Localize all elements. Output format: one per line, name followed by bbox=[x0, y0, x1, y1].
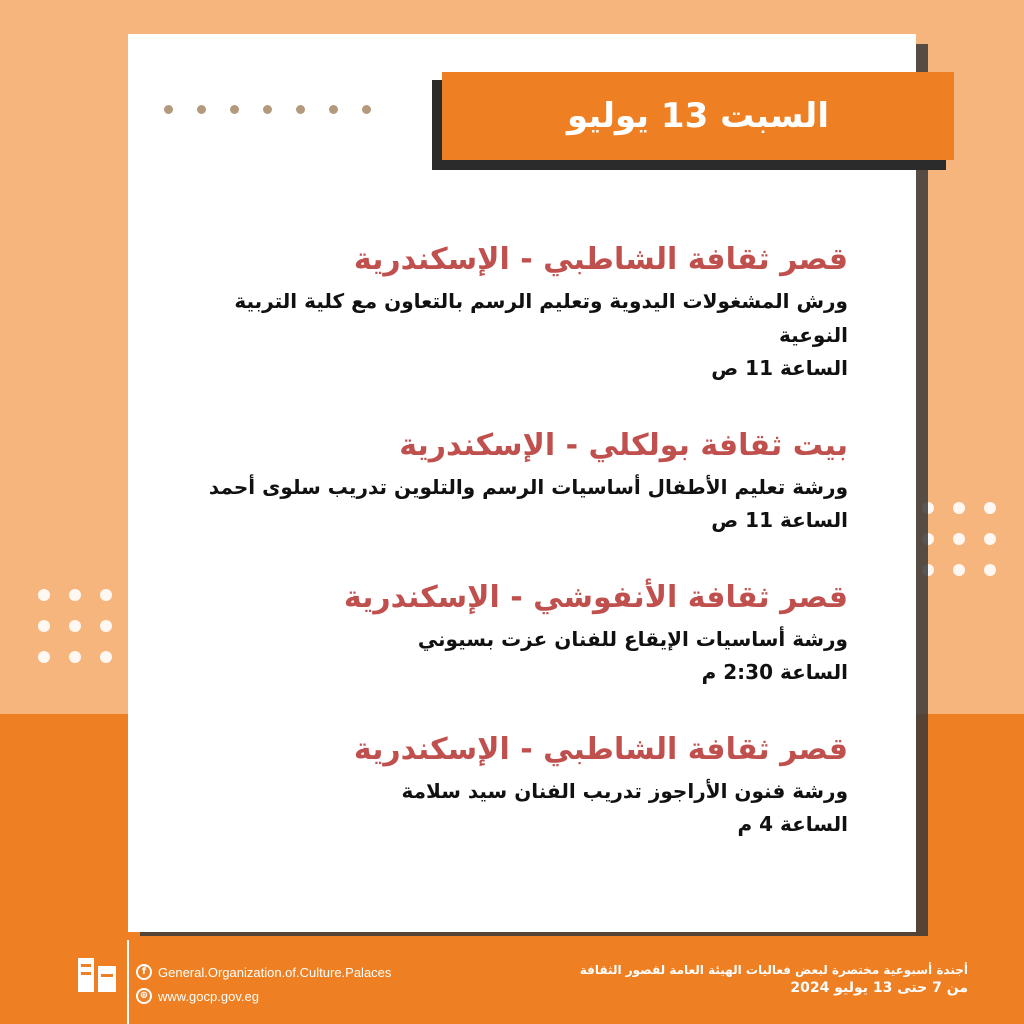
agenda-dates: من 7 حتى 13 يوليو 2024 bbox=[790, 980, 968, 996]
event-description: ورشة فنون الأراجوز تدريب الفنان سيد سلامة bbox=[401, 779, 848, 803]
event-item bbox=[160, 240, 848, 384]
event-venue: قصر ثقافة الأنفوشي - الإسكندرية bbox=[343, 580, 848, 615]
event-time: الساعة 2:30 م bbox=[701, 660, 848, 684]
dot-grid-right bbox=[922, 502, 996, 576]
event-item bbox=[160, 730, 848, 840]
event-time: الساعة 4 م bbox=[737, 812, 848, 836]
event-time: الساعة 11 ص bbox=[711, 356, 848, 380]
event-venue: قصر ثقافة الشاطبي - الإسكندرية bbox=[353, 732, 848, 767]
date-title: السبت 13 يوليو bbox=[567, 96, 829, 136]
website-text[interactable]: www.gocp.gov.eg bbox=[158, 988, 259, 1004]
event-description: ورشة أساسيات الإيقاع للفنان عزت بسيوني bbox=[417, 627, 848, 651]
footer-contacts bbox=[136, 960, 391, 1008]
decorative-dots bbox=[164, 105, 371, 114]
event-item bbox=[160, 578, 848, 688]
facebook-text[interactable]: General.Organization.of.Culture.Palaces bbox=[158, 964, 392, 980]
event-item bbox=[160, 426, 848, 536]
agenda-title: أجندة أسبوعية مختصرة لبعض فعاليات الهيئة العامة لقصور الثقافة bbox=[579, 963, 968, 977]
facebook-link[interactable] bbox=[136, 960, 391, 984]
event-time: الساعة 11 ص bbox=[711, 508, 848, 532]
website-link[interactable] bbox=[136, 984, 391, 1008]
facebook-icon: f bbox=[136, 964, 152, 980]
event-venue: بيت ثقافة بولكلي - الإسكندرية bbox=[399, 428, 848, 463]
date-banner bbox=[442, 72, 954, 160]
event-venue: قصر ثقافة الشاطبي - الإسكندرية bbox=[353, 242, 848, 277]
events-list bbox=[160, 240, 848, 882]
footer-logo-area bbox=[76, 952, 120, 996]
gocp-logo bbox=[76, 952, 120, 996]
event-description: ورش المشغولات اليدوية وتعليم الرسم بالتعاون مع كلية التربية النوعية bbox=[234, 289, 848, 347]
footer-divider bbox=[127, 940, 129, 1024]
globe-icon: ⊕ bbox=[136, 988, 152, 1004]
dot-grid-left bbox=[38, 589, 112, 663]
footer-agenda bbox=[580, 962, 968, 998]
event-description: ورشة تعليم الأطفال أساسيات الرسم والتلوين تدريب سلوى أحمد bbox=[208, 475, 848, 499]
